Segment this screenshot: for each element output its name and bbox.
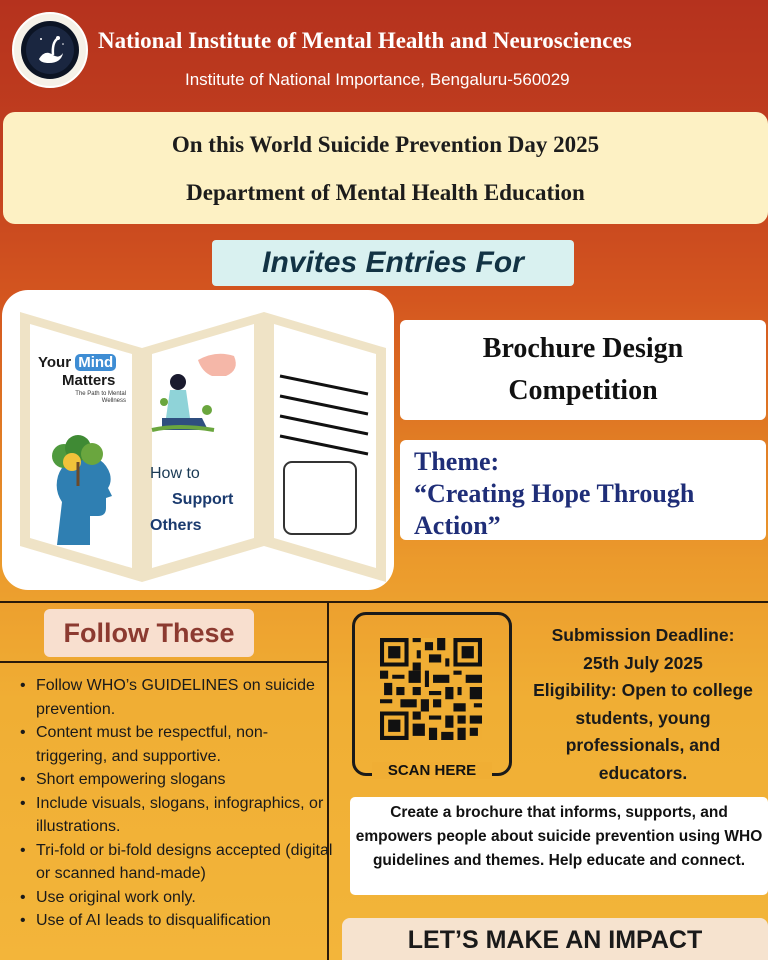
- nimhans-logo: [12, 12, 88, 88]
- eligibility-line: students, young: [575, 707, 711, 728]
- theme-line2: Action”: [414, 511, 501, 540]
- rule-item: • Short empowering slogans: [18, 768, 333, 792]
- description-box: Create a brochure that informs, supports, and empowers people about suicide prevention using WHO guidelines and themes. Help educate and connect.: [350, 797, 768, 895]
- theme-box: [400, 440, 766, 540]
- deadline-label: Submission Deadline:: [551, 625, 735, 645]
- section-divider: [0, 601, 768, 603]
- follow-divider: [0, 661, 329, 663]
- matters-word: Matters: [62, 372, 116, 389]
- theme-label: Theme:: [414, 447, 500, 476]
- follow-these-heading: Follow These: [44, 609, 254, 657]
- invites-heading: Invites Entries For: [212, 240, 574, 286]
- eligibility-line: educators.: [598, 762, 688, 783]
- impact-banner: LET’S MAKE AN IMPACT: [342, 918, 768, 960]
- mind-tag: Mind: [75, 354, 116, 371]
- theme-line1: “Creating Hope Through: [414, 479, 695, 508]
- eligibility-line: professionals, and: [565, 735, 721, 755]
- rule-item: • Content must be respectful, non-triggering, and supportive.: [18, 721, 333, 768]
- event-day-line: On this World Suicide Prevention Day 2025: [171, 132, 600, 157]
- competition-box: [400, 320, 766, 420]
- rule-item: • Use of AI leads to disqualification: [18, 909, 333, 933]
- your-mind-heading: [38, 354, 116, 371]
- rule-item: • Include visuals, slogans, infographics, or illustrations.: [18, 792, 333, 839]
- competition-line1: Brochure Design: [482, 333, 684, 364]
- institute-title: National Institute of Mental Health and Neurosciences: [98, 28, 632, 53]
- swan-emblem-icon: [19, 19, 81, 81]
- department-line: Department of Mental Health Education: [186, 180, 585, 205]
- institute-subtitle: Institute of National Importance, Bengaluru-560029: [185, 70, 570, 89]
- deadline-eligibility: [518, 622, 768, 787]
- rule-item: • Use original work only.: [18, 886, 333, 910]
- event-banner: [3, 112, 768, 224]
- deadline-date: 25th July 2025: [583, 652, 703, 673]
- support-text: Support: [172, 491, 234, 508]
- eligibility-line: Eligibility: Open to college: [533, 680, 753, 700]
- rules-list: [18, 674, 333, 933]
- scan-here-label: SCAN HERE: [372, 762, 492, 779]
- rule-item: • Follow WHO’s GUIDELINES on suicide prevention.: [18, 674, 333, 721]
- others-text: Others: [150, 517, 202, 534]
- your-word: Your: [38, 354, 72, 371]
- how-to-text: How to: [150, 465, 200, 482]
- trifold-brochure-icon: [2, 290, 394, 590]
- path-subtitle: The Path to Mental Wellness: [75, 391, 126, 404]
- competition-line2: Competition: [508, 375, 658, 406]
- rule-item: • Tri-fold or bi-fold designs accepted (digital or scanned hand-made): [18, 839, 333, 886]
- brochure-illustration: [2, 290, 394, 590]
- qr-code-icon[interactable]: [380, 638, 482, 740]
